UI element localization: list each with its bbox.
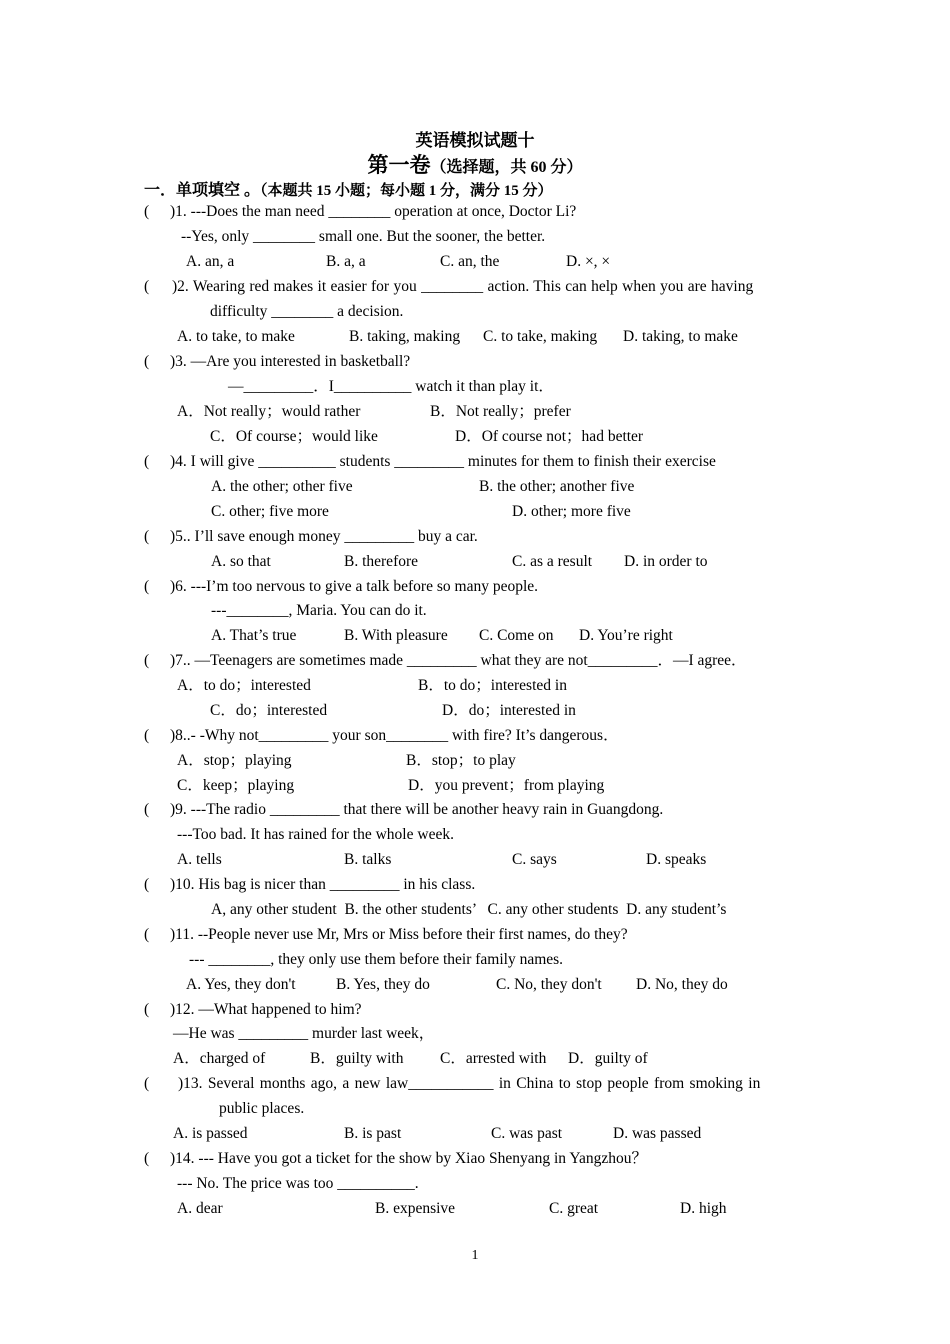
option-d: D. other; more five — [512, 503, 631, 520]
option-b: B. talks — [344, 851, 392, 868]
answer-paren: ( — [144, 578, 150, 595]
option-b: B. expensive — [375, 1200, 456, 1217]
option-c: C. an, the — [440, 253, 500, 270]
question-stem: )4. I will give __________ students _________ minutes for them to finish their exercise — [170, 453, 716, 470]
subtitle-main: 第一卷 — [367, 153, 431, 177]
section-title: 一．单项填空 。 — [144, 182, 261, 199]
option-b: B．to do；interested in — [418, 677, 567, 694]
option-b: B. therefore — [344, 553, 419, 570]
option-a: A．Not really；would rather — [177, 403, 361, 420]
option-b: B. the other; another five — [479, 478, 635, 495]
option-a: A. That’s true — [211, 627, 297, 644]
page-number: 1 — [471, 1248, 479, 1263]
question-reply: ---________, Maria. You can do it. — [211, 602, 427, 619]
option-d: D. was passed — [613, 1125, 702, 1142]
option-c: C. great — [549, 1200, 599, 1217]
option-c: C. as a result — [512, 553, 593, 570]
option-c: C．keep；playing — [177, 777, 295, 794]
question-stem: )5.. I’ll save enough money _________ buy a car. — [170, 528, 478, 545]
question-stem: )9. ---The radio _________ that there will be another heavy rain in Guangdong. — [170, 801, 664, 818]
option-c: C．Of course；would like — [210, 428, 378, 445]
option-b: B．Not really；prefer — [430, 403, 571, 420]
answer-paren: ( — [144, 453, 150, 470]
page-title: 英语模拟试题十 — [415, 131, 535, 150]
option-c: C. other; five more — [211, 503, 329, 520]
option-b: B. With pleasure — [344, 627, 448, 644]
option-d: D. in order to — [624, 553, 708, 570]
answer-paren: ( — [144, 1001, 150, 1018]
answer-paren: ( — [144, 876, 150, 893]
option-a: A．to do；interested — [177, 677, 311, 694]
question-reply: --- ________, they only use them before their family names. — [189, 951, 564, 968]
question-stem: )10. His bag is nicer than _________ in his class. — [170, 876, 476, 893]
question-reply: --- No. The price was too __________. — [177, 1175, 419, 1192]
question-stem: )13. Several months ago, a new law___________ in China to stop people from smoking in — [178, 1075, 761, 1092]
answer-paren: ( — [144, 353, 150, 370]
subtitle-note: （选择题，共 60 分） — [430, 159, 583, 176]
option-b: B．stop；to play — [406, 752, 516, 769]
question-reply: ---Too bad. It has rained for the whole week. — [177, 826, 454, 843]
option-d: D. speaks — [646, 851, 707, 868]
answer-paren: ( — [144, 652, 150, 669]
answer-paren: ( — [144, 528, 150, 545]
answer-paren: ( — [144, 727, 150, 744]
option-b: B. Yes, they do — [336, 976, 430, 993]
option-c: C. No, they don't — [496, 976, 602, 993]
option-d: D．do；interested in — [442, 702, 576, 719]
question-stem: )2. Wearing red makes it easier for you ________ action. This can help when you are having — [172, 278, 754, 295]
question-stem: )8..- -Why not_________ your son________ with fire? It’s dangerous． — [170, 727, 619, 744]
answer-paren: ( — [144, 1075, 150, 1092]
option-a: A．charged of — [173, 1050, 266, 1067]
answer-paren: ( — [144, 1150, 150, 1167]
option-d: D. No, they do — [636, 976, 728, 993]
paper-subtitle — [0, 149, 950, 179]
question-stem-continued: difficulty ________ a decision. — [210, 303, 404, 320]
option-c: C．arrested with — [440, 1050, 547, 1067]
section-heading — [144, 177, 553, 200]
option-a: A. so that — [211, 553, 271, 570]
question-reply: —_________．I__________ watch it than play it． — [228, 378, 554, 395]
question-stem: )11. --People never use Mr, Mrs or Miss before their first names, do they? — [170, 926, 628, 943]
option-d: D. ×, × — [566, 253, 611, 270]
option-b: B．guilty with — [310, 1050, 404, 1067]
option-b: B. a, a — [326, 253, 366, 270]
option-d: D．guilty of — [568, 1050, 648, 1067]
option-c: C. says — [512, 851, 557, 868]
answer-paren: ( — [144, 203, 150, 220]
options-line: A, any other student B. the other students’ C. any other students D. any student’s — [211, 901, 727, 918]
option-a: A. dear — [177, 1200, 223, 1217]
option-c: C. Come on — [479, 627, 554, 644]
question-stem: )12. —What happened to him? — [170, 1001, 362, 1018]
option-a: A. to take, to make — [177, 328, 295, 345]
option-b: B. is past — [344, 1125, 402, 1142]
option-c: C. was past — [491, 1125, 563, 1142]
option-b: B. taking, making — [349, 328, 461, 345]
option-a: A. tells — [177, 851, 222, 868]
section-note: （本题共 15 小题；每小题 1 分，满分 15 分） — [260, 183, 553, 199]
option-c: C. to take, making — [483, 328, 598, 345]
option-a: A．stop；playing — [177, 752, 292, 769]
option-d: D. taking, to make — [623, 328, 738, 345]
option-a: A. the other; other five — [211, 478, 353, 495]
question-stem: )14. --- Have you got a ticket for the show by Xiao Shenyang in Yangzhou？ — [170, 1150, 647, 1167]
option-a: A. Yes, they don't — [186, 976, 296, 993]
answer-paren: ( — [144, 278, 150, 295]
option-c: C．do；interested — [210, 702, 328, 719]
option-d: D．Of course not；had better — [455, 428, 644, 445]
question-stem-continued: public places. — [219, 1100, 305, 1117]
option-d: D．you prevent；from playing — [408, 777, 605, 794]
question-stem: )3. —Are you interested in basketball? — [170, 353, 411, 370]
question-stem: )7.. —Teenagers are sometimes made _________ what they are not_________．—I agree． — [170, 652, 747, 669]
question-stem: )1. ---Does the man need ________ operation at once, Doctor Li? — [170, 203, 577, 220]
question-reply: --Yes, only ________ small one. But the sooner, the better. — [181, 228, 546, 245]
question-stem: )6. ---I’m too nervous to give a talk before so many people. — [170, 578, 539, 595]
question-reply: —He was _________ murder last week， — [173, 1025, 435, 1042]
option-d: D. high — [680, 1200, 727, 1217]
option-a: A. is passed — [173, 1125, 248, 1142]
answer-paren: ( — [144, 801, 150, 818]
answer-paren: ( — [144, 926, 150, 943]
option-a: A. an, a — [186, 253, 235, 270]
option-d: D. You’re right — [579, 627, 673, 644]
